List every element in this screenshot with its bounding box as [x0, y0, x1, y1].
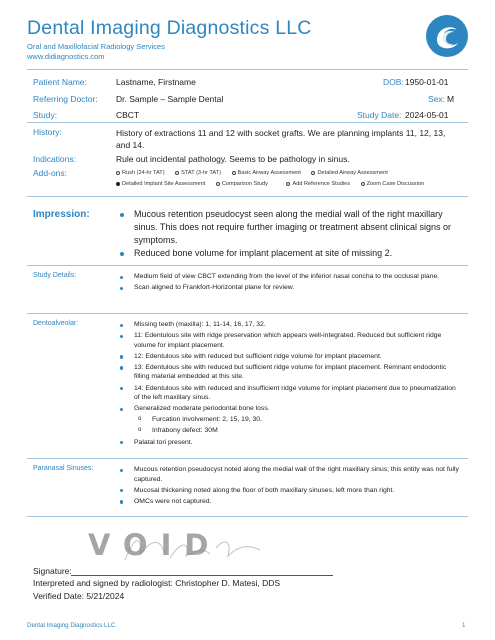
indications-label: Indications:	[33, 154, 76, 164]
addon-option: STAT (3-hr TAT)	[175, 170, 221, 176]
impression-divider	[27, 265, 468, 266]
addon-option: Detailed Airway Assessment	[311, 170, 387, 176]
sex-value: M	[447, 94, 455, 104]
referring-doctor-label: Referring Doctor:	[33, 94, 98, 104]
sex-label: Sex:	[428, 94, 446, 104]
patient-name-value: Lastname, Firstname	[116, 77, 196, 87]
list-item: Mucous retention pseudocyst seen along the medial wall of the right maxillary sinus. This does not require further imaging or treatment absent clinical signs or symptoms.	[118, 208, 463, 247]
list-item: Scan aligned to Frankfort-Horizontal plane for review.	[118, 283, 463, 293]
list-item: 11: Edentulous site with ridge preservation which appears well-integrated. Reduced but sufficient ridge volume for implant placement.	[118, 331, 463, 350]
study-details-label: Study Details:	[33, 272, 77, 279]
list-item: 12: Edentulous site with reduced but sufficient ridge volume for implant placement.	[118, 352, 463, 362]
list-item: Reduced bone volume for implant placement at site of missing 2.	[118, 247, 463, 260]
referring-doctor-value: Dr. Sample – Sample Dental	[116, 94, 224, 104]
radio-empty-icon	[286, 182, 290, 186]
radio-filled-icon	[116, 182, 120, 186]
patient-name-label: Patient Name:	[33, 77, 87, 87]
addon-option: Basic Airway Assessment	[232, 170, 301, 176]
sub-list-item: o Furcation involvement: 2, 15, 19, 30.	[118, 415, 463, 425]
addon-option: Comparison Study	[216, 181, 268, 187]
radio-empty-icon	[232, 171, 236, 175]
signature-line	[71, 575, 333, 576]
header-divider	[27, 69, 468, 70]
sub-list-item: o Infrabony defect: 30M	[118, 426, 463, 436]
page-number: 1	[462, 622, 466, 629]
radio-empty-icon	[361, 182, 365, 186]
radio-empty-icon	[175, 171, 179, 175]
impression-list	[118, 208, 463, 260]
addons-divider	[27, 196, 468, 197]
paranasal-label: Paranasal Sinuses:	[33, 465, 94, 472]
paranasal-divider	[27, 516, 468, 517]
study-label: Study:	[33, 110, 58, 120]
addons-label: Add-ons:	[33, 168, 68, 178]
addons-row-2	[116, 181, 433, 187]
dentoalveolar-label: Dentoalveolar:	[33, 320, 79, 327]
addons-row-1	[116, 170, 397, 176]
addon-option: Add Reference Studies	[286, 181, 350, 187]
paranasal-list	[118, 465, 463, 508]
signature-label: Signature:	[33, 566, 72, 576]
list-item: Missing teeth (maxilla): 1, 11-14, 16, 17, 32.	[118, 320, 463, 330]
verified-date: Verified Date: 5/21/2024	[33, 591, 125, 601]
dob-value: 1950-01-01	[405, 77, 449, 87]
company-website: www.didiagnostics.com	[27, 52, 105, 61]
radio-empty-icon	[216, 182, 220, 186]
wave-circle-logo	[425, 14, 469, 58]
study-value: CBCT	[116, 110, 140, 120]
dob-label: DOB:	[383, 77, 404, 87]
study-details-divider	[27, 313, 468, 314]
list-item: Palatal tori present.	[118, 438, 463, 448]
addon-option: Zoom Case Discussion	[361, 181, 425, 187]
list-item: Medium field of view CBCT extending from the level of the inferior nasal concha to the occlusal plane.	[118, 272, 463, 282]
company-name: Dental Imaging Diagnostics LLC	[27, 17, 312, 39]
impression-label: Impression:	[33, 209, 90, 220]
study-details-list	[118, 272, 463, 294]
radio-empty-icon	[116, 171, 120, 175]
history-text: History of extractions 11 and 12 with socket grafts. We are planning implants 11, 12, 13, and 14.	[116, 128, 446, 150]
company-subtitle: Oral and Maxillofacial Radiology Services	[27, 42, 165, 51]
info-divider	[27, 122, 468, 123]
footer-company: Dental Imaging Diagnostics LLC	[27, 622, 116, 629]
list-item: Mucosal thickening noted along the floor of both maxillary sinuses, left more than right.	[118, 486, 463, 496]
list-item: Generalized moderate periodontal bone loss.	[118, 404, 463, 414]
list-item: OMCs were not captured.	[118, 497, 463, 507]
addon-option: Rush (24-hr TAT)	[116, 170, 165, 176]
study-date-value: 2024-05-01	[405, 110, 449, 120]
dentoalveolar-divider	[27, 458, 468, 459]
list-item: Mucous retention pseudocyst noted along the medial wall of the right maxillary sinus; this entity was not fully captured.	[118, 465, 463, 484]
indications-text: Rule out incidental pathology. Seems to be pathology in sinus.	[116, 154, 350, 164]
addon-option-selected: Detailed Implant Site Assessment	[116, 181, 205, 187]
list-item: 14: Edentulous site with reduced and insufficient ridge volume for implant placement due to pneumatization of the left maxillary sinus.	[118, 384, 463, 403]
radio-empty-icon	[311, 171, 315, 175]
dentoalveolar-list	[118, 320, 463, 449]
void-stamp: VOID	[88, 528, 222, 562]
interpreted-by: Interpreted and signed by radiologist: Christopher D. Matesi, DDS	[33, 578, 281, 588]
list-item: 13: Edentulous site with reduced but sufficient ridge volume for implant placement. Remnant endodontic filling material embedded at this site.	[118, 363, 463, 382]
study-date-label: Study Date:	[357, 110, 402, 120]
history-label: History:	[33, 127, 62, 137]
